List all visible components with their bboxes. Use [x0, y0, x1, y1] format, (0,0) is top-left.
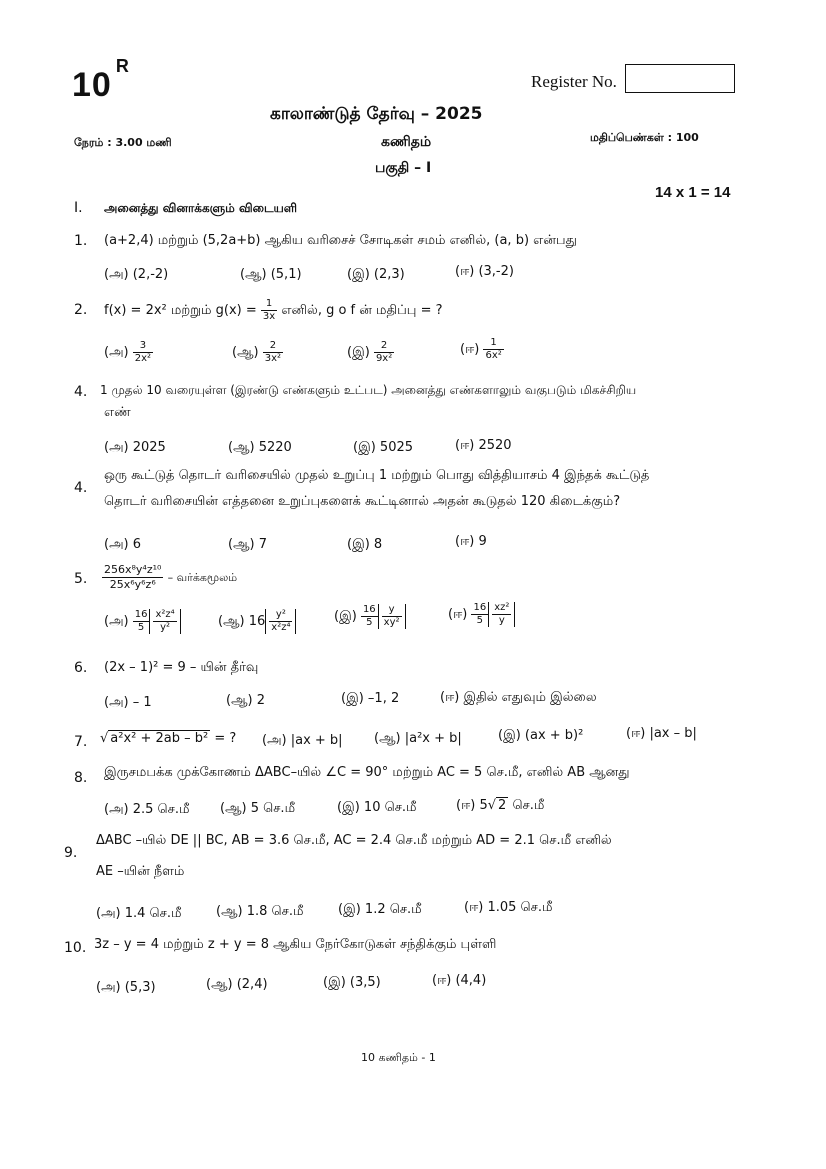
- q7-option-b[interactable]: (ஆ) |a²x + b|: [374, 731, 462, 746]
- exam-title: காலாண்டுத் தேர்வு – 2025: [270, 104, 483, 124]
- q1-option-c[interactable]: (இ) (2,3): [347, 267, 405, 282]
- q3-text-line1: 1 முதல் 10 வரையுள்ள (இரண்டு எண்களும் உட்பட) அனைத்து எண்களாலும் வகுபடும் மிகச்சிறிய: [100, 383, 637, 397]
- q2-number: 2.: [74, 302, 88, 318]
- q7-option-a[interactable]: (அ) |ax + b|: [262, 733, 343, 748]
- q9-option-c[interactable]: (இ) 1.2 செ.மீ: [338, 902, 422, 917]
- page-footer: 10 கணிதம் - 1: [361, 1051, 436, 1064]
- q5-option-a[interactable]: (அ) $\frac{16}{5}$ $\frac{\text{x²z⁴}}{\text{y²}}$: [104, 609, 181, 634]
- q8-number: 8.: [74, 770, 88, 786]
- q5-text: $\frac{\text{256x⁸y⁴z¹⁰}}{\text{25x⁶y⁶z⁶}}$ – வர்க்கமூலம்: [104, 563, 238, 591]
- q3-option-a[interactable]: (அ) 2025: [104, 440, 166, 455]
- q3-text-line2: எண்: [104, 405, 131, 420]
- q3-option-b[interactable]: (ஆ) 5220: [228, 440, 292, 455]
- q5-number: 5.: [74, 571, 88, 587]
- q2-option-c[interactable]: (இ) $\frac{2}{\text{9x²}}$: [347, 340, 393, 364]
- q2-option-a[interactable]: (அ) $\frac{3}{\text{2x²}}$: [104, 340, 152, 364]
- exam-marks: மதிப்பெண்கள் : 100: [590, 131, 699, 144]
- q8-option-c[interactable]: (இ) 10 செ.மீ: [337, 800, 417, 815]
- q5-option-c[interactable]: (இ) $\frac{16}{5}$ $\frac{y}{\text{xy²}}$: [334, 604, 406, 629]
- q6-option-b[interactable]: (ஆ) 2: [226, 693, 265, 708]
- q3-option-d[interactable]: (ஈ) 2520: [455, 438, 512, 453]
- q2-option-b[interactable]: (ஆ) $\frac{2}{\text{3x²}}$: [232, 340, 282, 364]
- q9-number: 9.: [64, 845, 78, 861]
- q5-option-b[interactable]: (ஆ) 16 $\frac{\text{y²}}{\text{x²z⁴}}$: [218, 609, 296, 634]
- q10-option-a[interactable]: (அ) (5,3): [96, 980, 156, 995]
- q1-text: (a+2,4) மற்றும் (5,2a+b) ஆகிய வரிசைச் சோடிகள் சமம் எனில், (a, b) என்பது: [104, 233, 577, 248]
- q1-option-d[interactable]: (ஈ) (3,-2): [455, 264, 514, 279]
- q1-option-a[interactable]: (அ) (2,-2): [104, 267, 169, 282]
- register-label: Register No.: [531, 72, 617, 91]
- q10-option-b[interactable]: (ஆ) (2,4): [206, 977, 268, 992]
- q9-text-line1: ΔABC –யில் DE || BC, AB = 3.6 செ.மீ, AC = 2.4 செ.மீ மற்றும் AD = 2.1 செ.மீ எனில்: [96, 833, 612, 848]
- q8-option-d[interactable]: (ஈ) 5√ 2 செ.மீ: [456, 798, 545, 813]
- q5-fraction: $\frac{\text{256x⁸y⁴z¹⁰}}{\text{25x⁶y⁶z⁶}}$: [104, 563, 162, 591]
- q8-option-b[interactable]: (ஆ) 5 செ.மீ: [220, 801, 296, 816]
- q4-number: 4.: [74, 480, 88, 496]
- q7-option-d[interactable]: (ஈ) |ax – b|: [626, 726, 697, 741]
- part-title: பகுதி – I: [375, 160, 432, 176]
- q10-text: 3z – y = 4 மற்றும் z + y = 8 ஆகிய நேர்கோடுகள் சந்திக்கும் புள்ளி: [94, 937, 497, 952]
- q2-text: f(x) = 2x² மற்றும் g(x) = $\frac{1}{3x}$ எனில், g o f ன் மதிப்பு = ?: [104, 298, 443, 322]
- q7-number: 7.: [74, 734, 88, 750]
- q10-option-c[interactable]: (இ) (3,5): [323, 975, 381, 990]
- q6-number: 6.: [74, 660, 88, 676]
- q4-option-b[interactable]: (ஆ) 7: [228, 537, 267, 552]
- q3-option-c[interactable]: (இ) 5025: [353, 440, 414, 455]
- q8-option-a[interactable]: (அ) 2.5 செ.மீ: [104, 802, 190, 817]
- q6-option-c[interactable]: (இ) –1, 2: [341, 691, 400, 706]
- instruction-text: அனைத்து வினாக்களும் விடையளி: [104, 201, 298, 215]
- q9-option-d[interactable]: (ஈ) 1.05 செ.மீ: [464, 900, 553, 915]
- q1-number: 1.: [74, 233, 88, 249]
- q2-option-d[interactable]: (ஈ) $\frac{1}{\text{6x²}}$: [460, 337, 502, 361]
- q4-option-c[interactable]: (இ) 8: [347, 537, 383, 552]
- q4-text-line1: ஒரு கூட்டுத் தொடர் வரிசையில் முதல் உறுப்பு 1 மற்றும் பொது வித்தியாசம் 4 இந்தக் கூட்டுத்: [104, 468, 650, 483]
- section-total: 14 x 1 = 14: [655, 184, 731, 201]
- exam-time: நேரம் : 3.00 மணி: [74, 136, 172, 149]
- paper-code-suffix: R: [115, 55, 130, 76]
- q1-option-b[interactable]: (ஆ) (5,1): [240, 267, 302, 282]
- q7-option-c[interactable]: (இ) (ax + b)²: [498, 728, 584, 743]
- q4-text-line2: தொடர் வரிசையின் எத்தனை உறுப்புகளைக் கூட்டினால் அதன் கூடுதல் 120 கிடைக்கும்?: [104, 494, 621, 509]
- q4-option-d[interactable]: (ஈ) 9: [455, 534, 487, 549]
- q10-number: 10.: [64, 940, 87, 956]
- q9-text-line2: AE –யின் நீளம்: [96, 864, 185, 879]
- q9-option-b[interactable]: (ஆ) 1.8 செ.மீ: [216, 904, 304, 919]
- q10-option-d[interactable]: (ஈ) (4,4): [432, 973, 487, 988]
- q2-fraction: $\frac{1}{3x}$: [262, 298, 276, 322]
- q6-option-a[interactable]: (அ) – 1: [104, 695, 152, 710]
- subject-title: கணிதம்: [381, 134, 432, 150]
- q6-option-d[interactable]: (ஈ) இதில் எதுவும் இல்லை: [440, 690, 597, 705]
- q4-option-a[interactable]: (அ) 6: [104, 537, 141, 552]
- q7-text: √ a²x² + 2ab – b² = ?: [100, 731, 237, 746]
- q6-text: (2x – 1)² = 9 – யின் தீர்வு: [104, 660, 259, 675]
- paper-code: $10^R$: [72, 55, 130, 104]
- q3-number: 4.: [74, 384, 88, 400]
- q9-option-a[interactable]: (அ) 1.4 செ.மீ: [96, 906, 182, 921]
- register-number-box[interactable]: [625, 64, 735, 93]
- q8-text: இருசமபக்க முக்கோணம் ΔABC–யில் ∠C = 90° மற்றும் AC = 5 செ.மீ, எனில் AB ஆனது: [104, 765, 630, 780]
- q5-option-d[interactable]: (ஈ) $\frac{16}{5}$ $\frac{\text{xz²}}{y}$: [448, 602, 515, 627]
- instruction-number: I.: [74, 200, 83, 216]
